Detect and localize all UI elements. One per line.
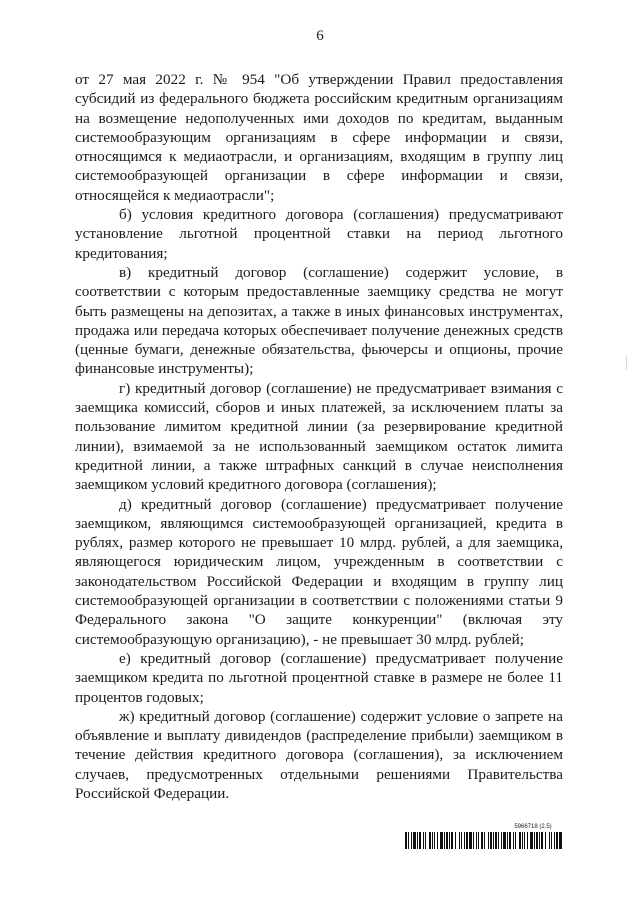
paragraph-item-b: б) условия кредитного договора (соглашения) предусматривают установление льготной процентной ставки на период льготного кредитования; — [75, 206, 563, 262]
paragraph-item-d: д) кредитный договор (соглашение) предусматривает получение заемщиком, являющимся системообразующей организацией, кредита в рублях, размер которого не превышает 10 млрд. рублей, а для заемщика, являющегося юридическим лицом, учрежденным в соответствии с законодательством Российской Федерации и входящим в группу лиц системообразующей организации в соответствии с положениями статьи 9 Федерального закона "О защите конкуренции" (включая эту системообразующую организацию), - не превышает 30 млрд. рублей; — [75, 495, 563, 648]
barcode-caption: 5966718 (2.5) — [514, 824, 552, 830]
paragraph-item-e: е) кредитный договор (соглашение) предусматривает получение заемщиком кредита по льготной процентной ставке в размере не более 11 процентов годовых; — [75, 649, 563, 706]
scan-artifact — [626, 356, 627, 370]
document-body — [75, 70, 563, 803]
paragraph-item-v: в) кредитный договор (соглашение) содержит условие, в соответствии с которым предоставленные заемщику средства не могут быть размещены на депозитах, а также в иных финансовых инструментах, продажа или передача которых обеспечивает получение денежных средств (ценные бумаги, денежные обязательства, фьючерсы и опционы, прочие финансовые инструменты); — [75, 263, 563, 378]
page-number: 6 — [316, 28, 324, 44]
barcode-icon — [405, 832, 563, 849]
paragraph-item-g: г) кредитный договор (соглашение) не предусматривает взимания с заемщика комиссий, сборов и иных платежей, за исключением платы за пользование лимитом кредитной линии (за резервирование кредитной линии), взимаемой за не использованный заемщиком остаток лимита кредитной линии, а также штрафных санкций в случае неисполнения заемщиком условий кредитного договора (соглашения); — [75, 379, 563, 494]
paragraph-continuation: от 27 мая 2022 г. № 954 "Об утверждении Правил предоставления субсидий из федерального бюджета российским кредитным организациям на возмещение недополученных ими доходов по кредитам, выданным системообразующим организациям в сфере информации и связи, относящимся к медиаотрасли, и организациям, входящим в группу лиц системообразующей организации в сфере информации и связи, относящейся к медиаотрасли"; — [75, 71, 563, 204]
paragraph-item-zh: ж) кредитный договор (соглашение) содержит условие о запрете на объявление и выплату дивидендов (распределение прибыли) заемщиком в течение действия кредитного договора (соглашения), за исключением случаев, предусмотренных отдельными решениями Правительства Российской Федерации. — [75, 707, 563, 802]
